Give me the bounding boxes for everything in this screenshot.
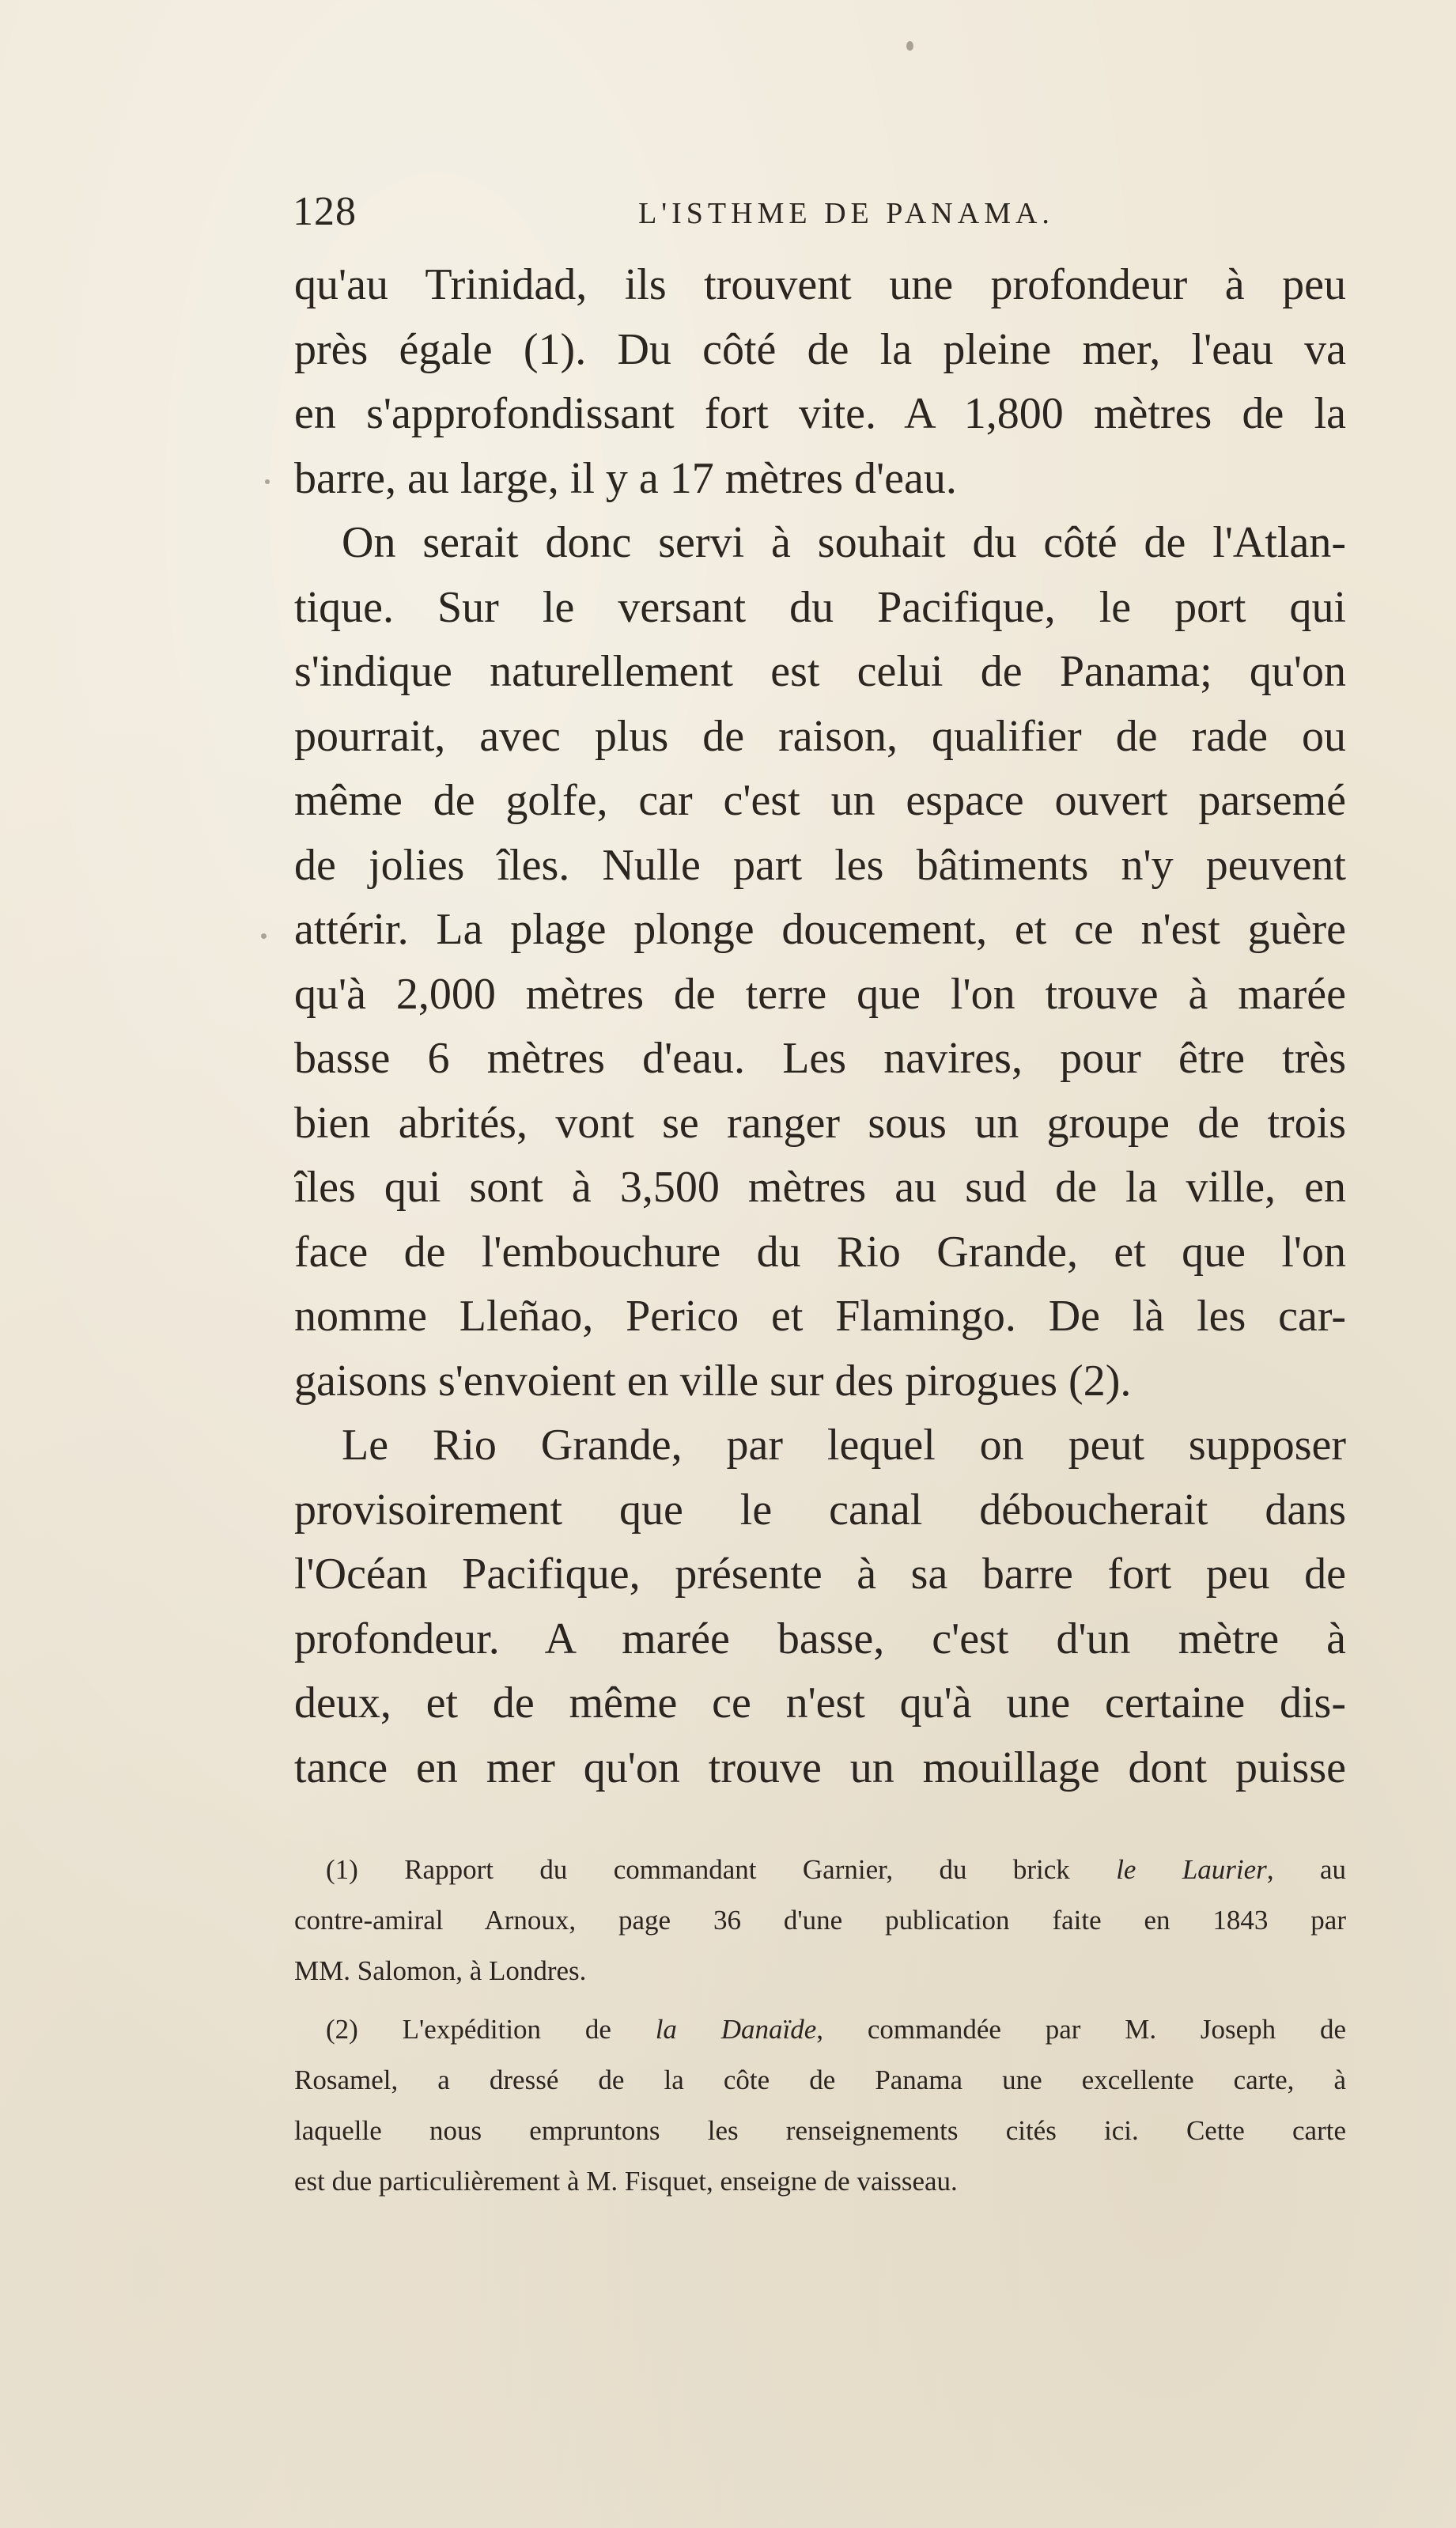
text-line: qu'à 2,000 mètres de terre que l'on trouve à marée bbox=[294, 969, 1346, 1019]
text-line: en s'approfondissant fort vite. A 1,800 mètres de la bbox=[294, 389, 1346, 438]
text-line: provisoirement que le canal déboucherait dans bbox=[294, 1485, 1346, 1535]
text-line: de jolies îles. Nulle part les bâtiments n'y peuvent bbox=[294, 840, 1346, 890]
text-line: face de l'embouchure du Rio Grande, et que l'on bbox=[294, 1227, 1346, 1277]
text-line: deux, et de même ce n'est qu'à une certaine dis- bbox=[294, 1678, 1346, 1728]
footnote-text: , commandée par M. Joseph de bbox=[816, 2014, 1346, 2045]
text-line: attérir. La plage plonge doucement, et ce n'est guère bbox=[294, 905, 1346, 954]
text-line: l'Océan Pacifique, présente à sa barre fort peu de bbox=[294, 1550, 1346, 1599]
footnote-ship-name: le Laurier bbox=[1116, 1854, 1267, 1885]
footnote-2-line: laquelle nous empruntons les renseignements cités ici. Cette carte bbox=[294, 2115, 1346, 2146]
footnote-ship-name: la Danaïde bbox=[655, 2014, 817, 2045]
footnote-gap bbox=[294, 1996, 1346, 2004]
text-line: profondeur. A marée basse, c'est d'un mètre à bbox=[294, 1614, 1346, 1663]
text-line: tance en mer qu'on trouve un mouillage dont puisse bbox=[294, 1743, 1346, 1792]
text-line: pourrait, avec plus de raison, qualifier de rade ou bbox=[294, 711, 1346, 761]
main-text bbox=[294, 253, 1346, 1800]
text-line: s'indique naturellement est celui de Panama; qu'on bbox=[294, 647, 1346, 696]
paper-speck bbox=[906, 41, 913, 51]
footnote-1-line: contre-amiral Arnoux, page 36 d'une publication faite en 1843 par bbox=[294, 1905, 1346, 1936]
footnotes bbox=[294, 1845, 1346, 2207]
footnote-text: (2) L'expédition de bbox=[326, 2014, 656, 2045]
page-number: 128 bbox=[293, 189, 357, 234]
footnote-text: (1) Rapport du commandant Garnier, du brick bbox=[326, 1854, 1117, 1885]
footnote-2-line: est due particulièrement à M. Fisquet, enseigne de vaisseau. bbox=[294, 2166, 958, 2197]
text-line: îles qui sont à 3,500 mètres au sud de la ville, en bbox=[294, 1163, 1346, 1212]
page-header bbox=[293, 188, 1344, 252]
text-line: nomme Lleñao, Perico et Flamingo. De là les car- bbox=[294, 1292, 1346, 1341]
footnote-2-line: Rosamel, a dressé de la côte de Panama une excellente carte, à bbox=[294, 2064, 1346, 2095]
running-title: L'ISTHME DE PANAMA. bbox=[638, 197, 1054, 230]
paper-speck bbox=[261, 933, 267, 939]
text-line: Le Rio Grande, par lequel on peut supposer bbox=[342, 1421, 1346, 1470]
text-line: tique. Sur le versant du Pacifique, le port qui bbox=[294, 582, 1346, 632]
text-line: près égale (1). Du côté de la pleine mer, l'eau va bbox=[294, 324, 1346, 374]
footnote-1-line bbox=[294, 1845, 1346, 1895]
text-line: On serait donc servi à souhait du côté de l'Atlan- bbox=[342, 518, 1346, 567]
text-line: gaisons s'envoient en ville sur des pirogues (2). bbox=[294, 1356, 1132, 1406]
text-line: barre, au large, il y a 17 mètres d'eau. bbox=[294, 453, 957, 503]
text-line: basse 6 mètres d'eau. Les navires, pour être très bbox=[294, 1034, 1346, 1083]
footnote-1-line: MM. Salomon, à Londres. bbox=[294, 1955, 587, 1986]
text-line: même de golfe, car c'est un espace ouvert parsemé bbox=[294, 776, 1346, 825]
text-line: bien abrités, vont se ranger sous un groupe de trois bbox=[294, 1098, 1346, 1148]
text-line: qu'au Trinidad, ils trouvent une profondeur à peu bbox=[294, 260, 1346, 309]
paper-speck bbox=[265, 479, 270, 484]
footnote-2-line bbox=[294, 2004, 1346, 2055]
footnote-text: , au bbox=[1266, 1854, 1346, 1885]
